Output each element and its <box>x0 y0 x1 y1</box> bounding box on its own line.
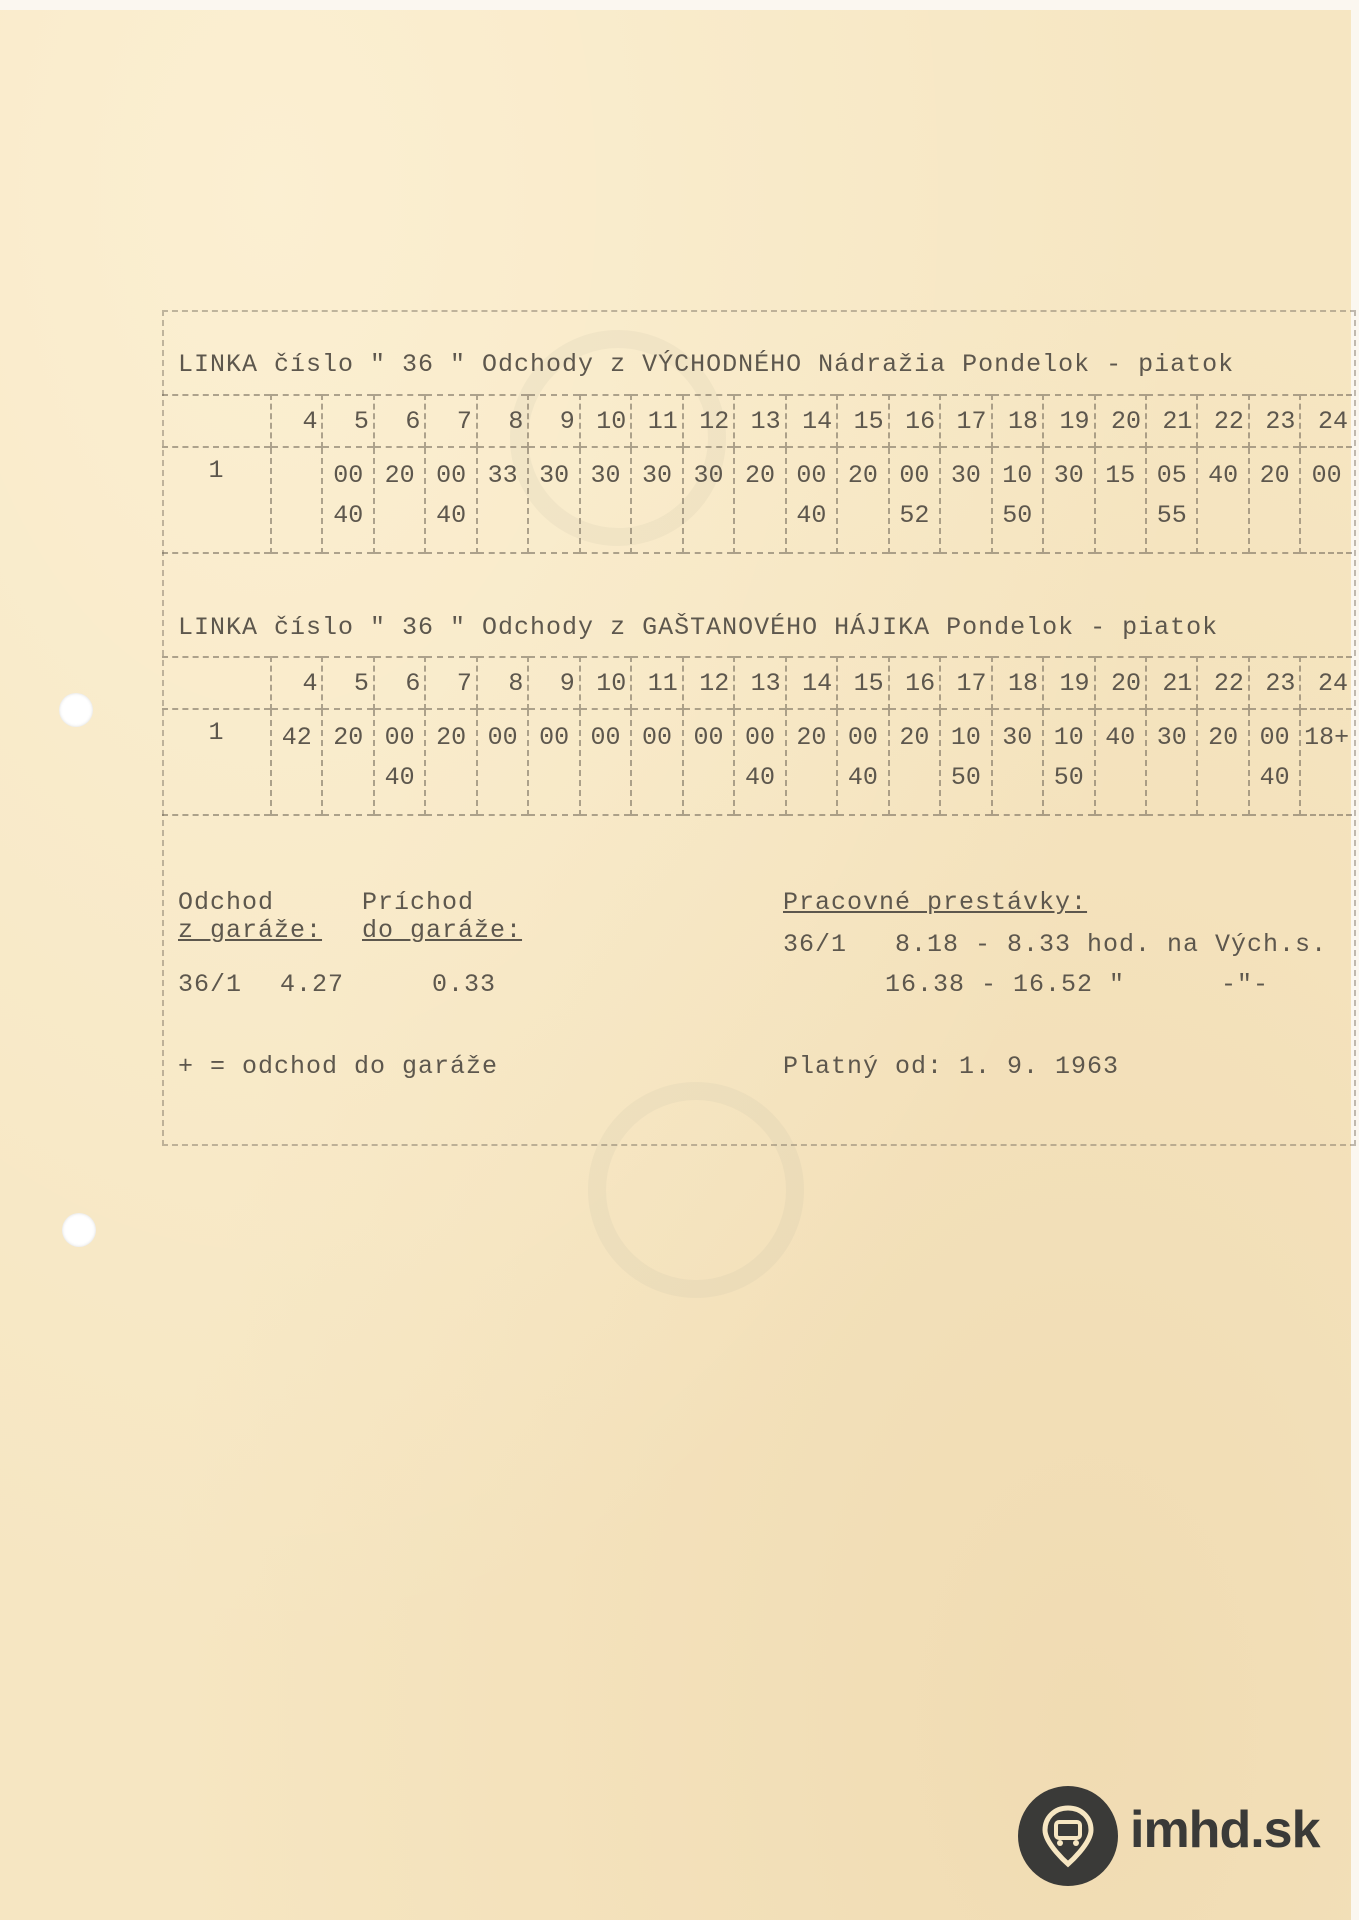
hour-cell: 19 <box>1043 657 1094 709</box>
hour-cell: 4 <box>271 657 322 709</box>
hour-cell: 9 <box>528 657 579 709</box>
hour-cell: 21 <box>1146 657 1197 709</box>
minute-first: 00 <box>539 723 570 752</box>
minute-cell <box>631 709 682 815</box>
minute-cell <box>1095 709 1146 815</box>
imhd-logo <box>1018 1786 1318 1886</box>
minute-cell <box>374 709 425 815</box>
minute-first: 00 <box>1259 723 1290 752</box>
section2-title: LINKA číslo " 36 " Odchody z GAŠTANOVÉHO HÁJIKA Pondelok - piatok <box>178 613 1219 642</box>
minute-first: 10 <box>1053 723 1084 752</box>
break-2: 16.38 - 16.52 " -"- <box>885 970 1270 999</box>
minute-first: 00 <box>1311 461 1342 490</box>
hour-cell: 18 <box>992 657 1043 709</box>
minute-first: 05 <box>1156 461 1187 490</box>
row-label: 1 <box>208 718 224 747</box>
section1-title: LINKA číslo " 36 " Odchody z VÝCHODNÉHO Nádražia Pondelok - piatok <box>178 350 1235 379</box>
hour-cell: 5 <box>322 657 373 709</box>
hour-cell: 10 <box>580 395 631 447</box>
minute-second: 50 <box>950 763 981 792</box>
minute-first: 00 <box>796 461 827 490</box>
garage-arrival-time: 0.33 <box>432 970 497 999</box>
garage-departure-time: 4.27 <box>280 970 345 999</box>
odchod-label-line2: z garáže: <box>178 916 323 945</box>
minute-cell <box>734 709 785 815</box>
minute-cell <box>631 447 682 553</box>
punch-hole-upper <box>59 693 93 727</box>
minute-first: 20 <box>333 723 364 752</box>
hour-cell: 9 <box>528 395 579 447</box>
minute-first: 10 <box>1002 461 1033 490</box>
valid-from: Platný od: 1. 9. 1963 <box>783 1052 1120 1081</box>
minute-second: 55 <box>1156 501 1187 530</box>
hour-cell: 17 <box>940 395 991 447</box>
minute-first: 40 <box>1105 723 1136 752</box>
minute-first: 30 <box>590 461 621 490</box>
bus-location-icon <box>1018 1786 1118 1886</box>
minute-first: 33 <box>487 461 518 490</box>
minute-cell <box>837 709 888 815</box>
minute-first: 30 <box>1156 723 1187 752</box>
minute-cell <box>1249 447 1300 553</box>
minute-first: 20 <box>436 723 467 752</box>
hour-cell: 4 <box>271 395 322 447</box>
minute-cell <box>528 709 579 815</box>
minute-second: 40 <box>796 501 827 530</box>
breaks-title: Pracovné prestávky: <box>783 888 1088 917</box>
minute-first: 18+ <box>1304 723 1350 752</box>
minute-first: 00 <box>384 723 415 752</box>
hour-cell: 15 <box>837 395 888 447</box>
minute-cell <box>1197 447 1248 553</box>
row-label: 1 <box>208 456 224 485</box>
minute-second: 40 <box>333 501 364 530</box>
minute-cell <box>580 709 631 815</box>
minute-cell <box>1300 447 1352 553</box>
minute-cell <box>837 447 888 553</box>
hour-cell: 22 <box>1197 657 1248 709</box>
hour-cell: 10 <box>580 657 631 709</box>
minute-first: 00 <box>590 723 621 752</box>
corner-cell <box>162 657 271 709</box>
minute-cell <box>1249 709 1300 815</box>
minute-cell <box>528 447 579 553</box>
hour-cell: 17 <box>940 657 991 709</box>
hour-cell: 12 <box>683 657 734 709</box>
minute-second: 50 <box>1002 501 1033 530</box>
minute-first: 00 <box>744 723 775 752</box>
minute-first: 30 <box>693 461 724 490</box>
hour-cell: 13 <box>734 395 785 447</box>
minute-cell <box>786 447 837 553</box>
minute-cell <box>889 447 940 553</box>
minute-cell <box>425 709 476 815</box>
minute-first: 30 <box>539 461 570 490</box>
minute-first: 30 <box>1053 461 1084 490</box>
legend-note: + = odchod do garáže <box>178 1052 499 1081</box>
hour-cell: 13 <box>734 657 785 709</box>
minute-second: 50 <box>1053 763 1084 792</box>
minute-first: 20 <box>847 461 878 490</box>
minute-cell <box>1146 447 1197 553</box>
prichod-label-line1: Príchod <box>362 888 475 917</box>
minute-second: 40 <box>436 501 467 530</box>
minute-second: 40 <box>847 763 878 792</box>
minute-cell <box>1043 447 1094 553</box>
hour-cell: 20 <box>1095 395 1146 447</box>
hour-cell: 8 <box>477 657 528 709</box>
odchod-label-line1: Odchod <box>178 888 275 917</box>
minute-cell <box>940 709 991 815</box>
break-1: 8.18 - 8.33 hod. na Vých.s. <box>895 930 1328 959</box>
minute-cell <box>1197 709 1248 815</box>
timetable-vychodne <box>162 394 1352 554</box>
minute-cell <box>271 447 322 553</box>
hour-cell: 19 <box>1043 395 1094 447</box>
minute-first: 20 <box>899 723 930 752</box>
hour-cell: 8 <box>477 395 528 447</box>
minute-cell <box>683 709 734 815</box>
hour-cell: 15 <box>837 657 888 709</box>
hour-cell: 24 <box>1300 657 1352 709</box>
minute-first: 10 <box>950 723 981 752</box>
hour-cell: 21 <box>1146 395 1197 447</box>
garage-route: 36/1 <box>178 970 243 999</box>
hour-cell: 7 <box>425 395 476 447</box>
hour-cell: 18 <box>992 395 1043 447</box>
minute-cell <box>425 447 476 553</box>
punch-hole-lower <box>62 1213 96 1247</box>
minutes-row <box>162 447 1352 553</box>
minute-second: 40 <box>384 763 415 792</box>
minute-cell <box>1146 709 1197 815</box>
break-route: 36/1 <box>783 930 848 959</box>
minute-first: 30 <box>950 461 981 490</box>
minute-cell <box>992 709 1043 815</box>
minute-first: 00 <box>487 723 518 752</box>
minute-cell <box>374 447 425 553</box>
minute-cell <box>322 447 373 553</box>
hour-cell: 23 <box>1249 395 1300 447</box>
minutes-row <box>162 709 1352 815</box>
hour-cell: 6 <box>374 657 425 709</box>
minute-cell <box>477 447 528 553</box>
minute-second: 40 <box>744 763 775 792</box>
minute-cell <box>1300 709 1352 815</box>
minute-first: 20 <box>1208 723 1239 752</box>
scan-edge-top <box>0 0 1359 10</box>
hour-cell: 6 <box>374 395 425 447</box>
hour-cell: 20 <box>1095 657 1146 709</box>
hour-cell: 11 <box>631 395 682 447</box>
minute-first: 00 <box>899 461 930 490</box>
minute-cell <box>786 709 837 815</box>
prichod-label-line2: do garáže: <box>362 916 523 945</box>
minute-cell <box>734 447 785 553</box>
corner-cell <box>162 395 271 447</box>
hour-cell: 14 <box>786 657 837 709</box>
minute-cell <box>992 447 1043 553</box>
minute-cell <box>322 709 373 815</box>
minute-cell <box>1043 709 1094 815</box>
minute-cell <box>271 709 322 815</box>
hour-cell: 24 <box>1300 395 1352 447</box>
hour-cell: 14 <box>786 395 837 447</box>
minute-cell <box>477 709 528 815</box>
hour-cell: 16 <box>889 395 940 447</box>
minute-first: 15 <box>1105 461 1136 490</box>
timetable-gastanovy-hajik <box>162 656 1352 816</box>
minute-second: 52 <box>899 501 930 530</box>
minute-first: 00 <box>847 723 878 752</box>
minute-first: 00 <box>436 461 467 490</box>
hour-header-row <box>162 395 1352 447</box>
hour-cell: 23 <box>1249 657 1300 709</box>
minute-first: 30 <box>1002 723 1033 752</box>
minute-first: 20 <box>796 723 827 752</box>
hour-cell: 12 <box>683 395 734 447</box>
minute-cell <box>683 447 734 553</box>
hour-cell: 22 <box>1197 395 1248 447</box>
minute-first: 42 <box>281 723 312 752</box>
minute-first: 20 <box>384 461 415 490</box>
hour-cell: 16 <box>889 657 940 709</box>
minute-first: 00 <box>693 723 724 752</box>
hour-header-row <box>162 657 1352 709</box>
minute-cell <box>580 447 631 553</box>
minute-first: 00 <box>642 723 673 752</box>
minute-cell <box>940 447 991 553</box>
hour-cell: 5 <box>322 395 373 447</box>
minute-second: 40 <box>1259 763 1290 792</box>
hour-cell: 11 <box>631 657 682 709</box>
minute-cell <box>1095 447 1146 553</box>
minute-first: 20 <box>1259 461 1290 490</box>
minute-first: 30 <box>642 461 673 490</box>
minute-cell <box>889 709 940 815</box>
minute-first: 20 <box>744 461 775 490</box>
hour-cell: 7 <box>425 657 476 709</box>
logo-text: imhd.sk <box>1130 1801 1320 1859</box>
minute-first: 40 <box>1208 461 1239 490</box>
minute-first: 00 <box>333 461 364 490</box>
